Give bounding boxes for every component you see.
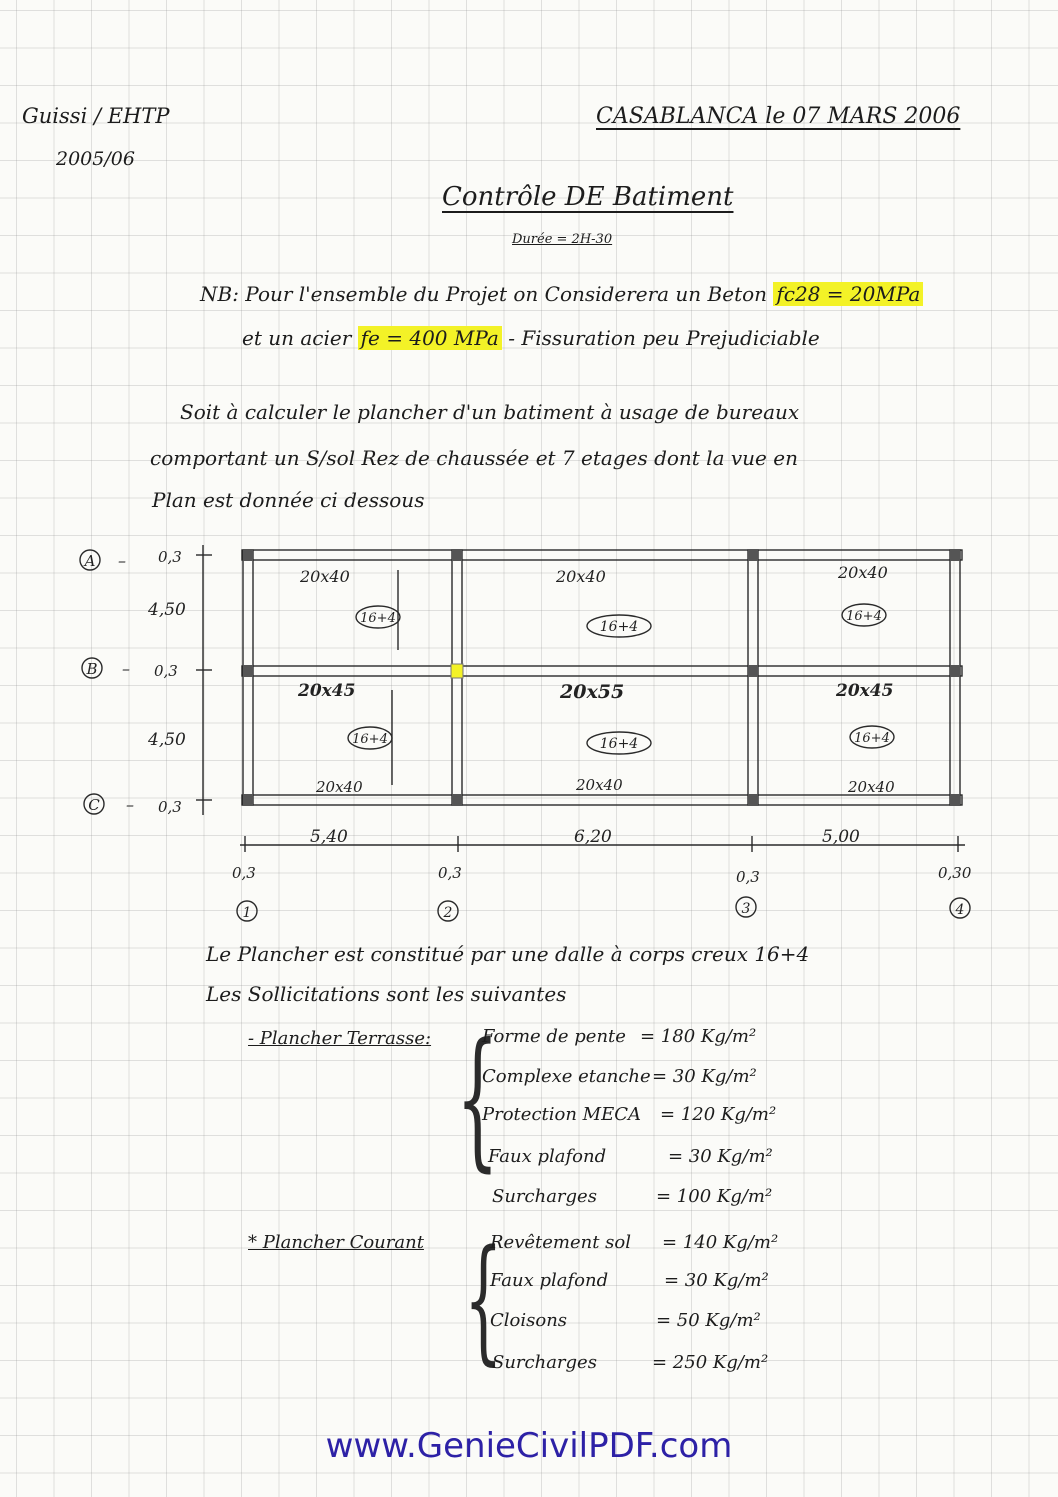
axis-label-2: 2 — [443, 905, 453, 921]
axis-label-1: 1 — [242, 905, 252, 921]
beam-label-top-1: 20x40 — [300, 567, 350, 586]
terrasse-item-3-value: = 120 Kg/m² — [660, 1104, 777, 1125]
terrasse-item-2-value: = 30 Kg/m² — [652, 1066, 757, 1087]
column-line-1 — [243, 550, 253, 805]
courant-item-1-name: Revêtement sol — [490, 1232, 632, 1253]
slab-label-bottom-3: 16+4 — [854, 731, 890, 746]
column-line-3 — [748, 550, 758, 805]
terrasse-item-4-name: Faux plafond — [488, 1146, 607, 1167]
col-span-2: 6,20 — [574, 827, 612, 847]
date-label: CASABLANCA le 07 MARS 2006 — [596, 104, 961, 129]
intro-line-1: Soit à calculer le plancher d'un batiment à usage de bureaux — [180, 400, 800, 424]
body-line-1: Le Plancher est constitué par une dalle à corps creux 16+4 — [206, 942, 810, 966]
courant-item-3-name: Cloisons — [490, 1310, 568, 1331]
svg-text:–: – — [126, 795, 134, 814]
terrasse-item-1-name: Forme de pente — [482, 1026, 626, 1047]
courant-item-3-value: = 50 Kg/m² — [656, 1310, 761, 1331]
courant-item-1-value: = 140 Kg/m² — [662, 1232, 779, 1253]
page-title: Contrôle DE Batiment — [442, 182, 734, 212]
courant-item-2-value: = 30 Kg/m² — [664, 1270, 769, 1291]
row-span-2: 4,50 — [148, 730, 186, 750]
nb-text-1: NB: Pour l'ensemble du Projet on Considerera un Beton — [200, 282, 768, 306]
row-thickness-B: 0,3 — [154, 662, 178, 680]
courant-label: * Plancher Courant — [248, 1232, 424, 1253]
beam-label-mid-2: 20x55 — [560, 681, 625, 703]
beam-label-bottom-2: 20x40 — [576, 776, 623, 794]
axis-label-C: C — [88, 796, 100, 814]
fc28-highlight: fc28 = 20MPa — [773, 282, 923, 306]
row-thickness-A: 0,3 — [158, 548, 182, 566]
terrasse-brace: { — [456, 1012, 499, 1186]
body-line-2: Les Sollicitations sont les suivantes — [206, 982, 567, 1006]
row-span-1: 4,50 — [148, 600, 186, 620]
intro-line-2: comportant un S/sol Rez de chaussée et 7 etages dont la vue en — [150, 446, 798, 470]
beam-top — [242, 550, 962, 560]
svg-text:–: – — [122, 659, 130, 678]
slab-label-bottom-1: 16+4 — [352, 732, 388, 747]
axis-label-A: A — [84, 552, 96, 570]
terrasse-item-5-value: = 100 Kg/m² — [656, 1186, 773, 1207]
terrasse-label: - Plancher Terrasse: — [248, 1028, 432, 1049]
nb-text-2: et un acier — [242, 326, 352, 350]
beam-label-bottom-3: 20x40 — [848, 778, 895, 796]
courant-item-2-name: Faux plafond — [490, 1270, 609, 1291]
duration-label: Durée = 2H-30 — [512, 232, 613, 247]
year-label: 2005/06 — [56, 148, 135, 170]
col-thickness-4: 0,30 — [938, 864, 972, 882]
column-line-4 — [950, 550, 960, 805]
courant-item-4-name: Surcharges — [492, 1352, 597, 1373]
beam-label-top-3: 20x40 — [838, 563, 888, 582]
beam-middle — [242, 666, 962, 676]
terrasse-item-4-value: = 30 Kg/m² — [668, 1146, 773, 1167]
beam-label-top-2: 20x40 — [556, 567, 606, 586]
col-span-3: 5,00 — [822, 827, 860, 847]
footer-website-link[interactable]: www.GenieCivilPDF.com — [325, 1426, 733, 1466]
slab-label-top-2: 16+4 — [599, 619, 639, 635]
svg-text:–: – — [118, 551, 126, 570]
slab-label-bottom-2: 16+4 — [599, 736, 639, 752]
nb-text-3: - Fissuration peu Prejudiciable — [508, 326, 820, 350]
axis-label-3: 3 — [741, 901, 751, 917]
courant-item-4-value: = 250 Kg/m² — [652, 1352, 769, 1373]
axis-label-4: 4 — [955, 902, 965, 918]
highlighted-column-B2 — [451, 664, 463, 678]
col-thickness-1: 0,3 — [232, 864, 256, 882]
terrasse-item-2-name: Complexe etanche — [482, 1066, 651, 1087]
row-thickness-C: 0,3 — [158, 798, 182, 816]
col-span-1: 5,40 — [310, 827, 348, 847]
col-thickness-3: 0,3 — [736, 868, 760, 886]
col-thickness-2: 0,3 — [438, 864, 462, 882]
beam-label-bottom-1: 20x40 — [316, 778, 363, 796]
beam-label-mid-1: 20x45 — [298, 681, 356, 701]
terrasse-item-3-name: Protection MECA — [482, 1104, 642, 1125]
axis-label-B: B — [86, 660, 98, 678]
intro-line-3: Plan est donnée ci dessous — [152, 488, 425, 512]
slab-label-top-1: 16+4 — [360, 611, 396, 626]
terrasse-item-1-value: = 180 Kg/m² — [640, 1026, 757, 1047]
beam-label-mid-3: 20x45 — [836, 681, 894, 701]
slab-label-top-3: 16+4 — [846, 609, 882, 624]
courant-brace: { — [464, 1221, 503, 1378]
beam-bottom — [242, 795, 962, 805]
fe-highlight: fe = 400 MPa — [358, 326, 502, 350]
terrasse-item-5-name: Surcharges — [492, 1186, 597, 1207]
author-label: Guissi / EHTP — [22, 104, 170, 128]
